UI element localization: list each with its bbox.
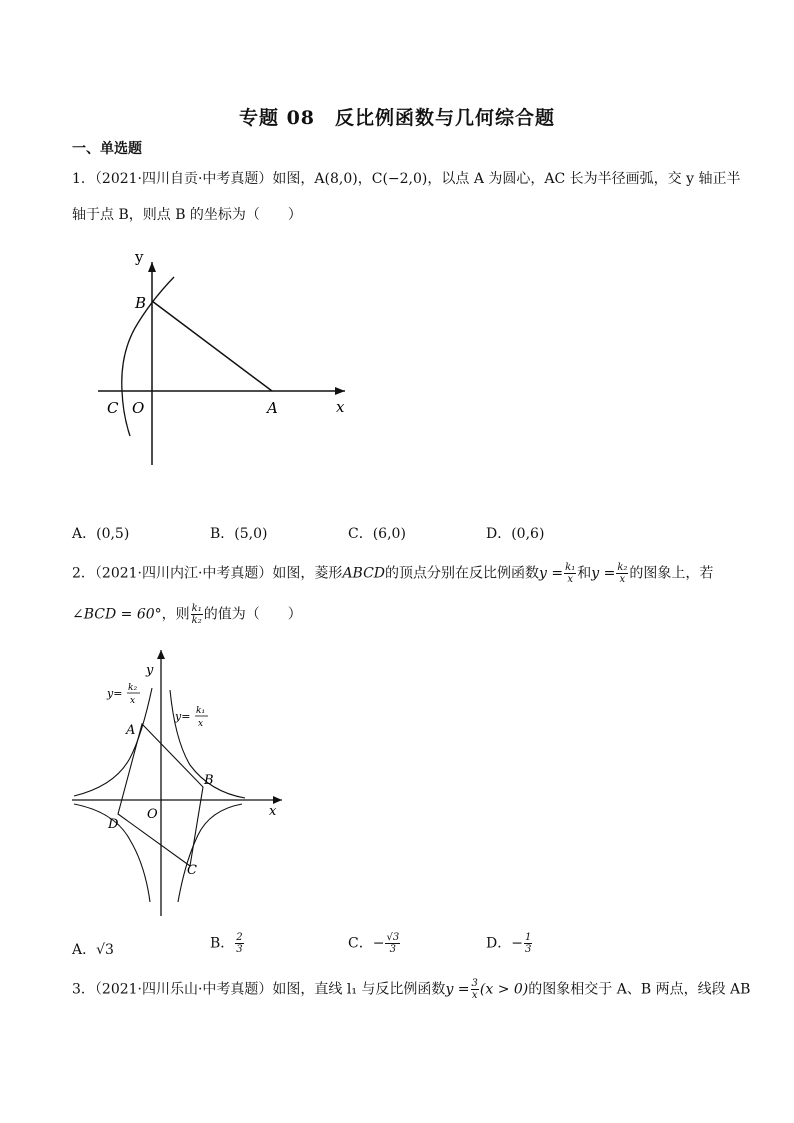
q2-k1-numerator: k₁ xyxy=(565,562,576,573)
q2-option-c: C．− $\frac{√3}{3}$ xyxy=(348,932,400,955)
svg-text:x: x xyxy=(198,719,204,729)
q2-option-b: B． $\frac{2}{3}$ xyxy=(210,932,243,955)
q1-fig-label-o: O xyxy=(132,399,145,417)
q3-text-line1: 3．（2021·四川乐山·中考真题）如图，直线 l₁ 与反比例函数y = $\frac{3}{x}$ (x > 0)的图象相交于 A、B 两点，线段 AB xyxy=(72,978,751,1001)
q2-fig-label-a: A xyxy=(126,723,136,738)
q2-fig-curve-label-k1: y= xyxy=(175,710,191,723)
q2-fig-label-o: O xyxy=(147,807,158,822)
q1-fig-label-x: x xyxy=(336,398,345,416)
q2-option-d: D．− $\frac{1}{3}$ xyxy=(486,932,532,955)
q1-text-line1: 1．（2021·四川自贡·中考真题）如图，A(8,0)，C(−2,0)，以点 A 为圆心，AC 长为半径画弧，交 y 轴正半 xyxy=(72,171,741,187)
q2-figure xyxy=(60,640,300,920)
q2-fig-label-c: C xyxy=(187,863,197,878)
q2-option-a: A．√3 xyxy=(72,942,114,958)
q1-option-d: D．(0,6) xyxy=(486,526,545,542)
q2-text-line1: 2．（2021·四川内江·中考真题）如图，菱形ABCD的顶点分别在反比例函数y = $\frac{\text{k₁}}{x}$ 和y = $\frac{\text{k₂}}{x}$ 的图象上，若 xyxy=(72,562,714,585)
q2-fig-label-x: x xyxy=(269,804,277,819)
page-title: 专题 08 反比例函数与几何综合题 xyxy=(238,107,556,129)
svg-text:x: x xyxy=(130,696,136,706)
q1-fig-label-c: C xyxy=(107,399,119,417)
q1-fig-label-y: y xyxy=(135,248,144,266)
q2-k2-numerator: k₂ xyxy=(617,562,628,573)
q1-figure xyxy=(90,240,370,470)
q2-fig-label-y: y xyxy=(146,663,154,678)
q1-text-line2: 轴于点 B，则点 B 的坐标为（ ） xyxy=(72,207,302,223)
q1-fig-label-a: A xyxy=(267,399,278,417)
q1-option-b: B．(5,0) xyxy=(210,526,268,542)
q2-fig-curve-label-k2: y= xyxy=(107,687,123,700)
q2-fig-label-d: D xyxy=(108,817,119,832)
section-heading: 一、单选题 xyxy=(72,141,142,157)
q2-fig-label-b: B xyxy=(204,773,214,788)
q2-text-line2: ∠BCD = 60°，则 $\frac{\text{k₁}}{\text{k₂}}$ 的值为（ ） xyxy=(72,603,302,626)
svg-text:k₂: k₂ xyxy=(128,683,138,693)
q1-option-a: A．(0,5) xyxy=(72,526,130,542)
svg-text:k₁: k₁ xyxy=(196,706,206,716)
q1-option-c: C．(6,0) xyxy=(348,526,406,542)
q1-fig-label-b: B xyxy=(135,294,147,312)
